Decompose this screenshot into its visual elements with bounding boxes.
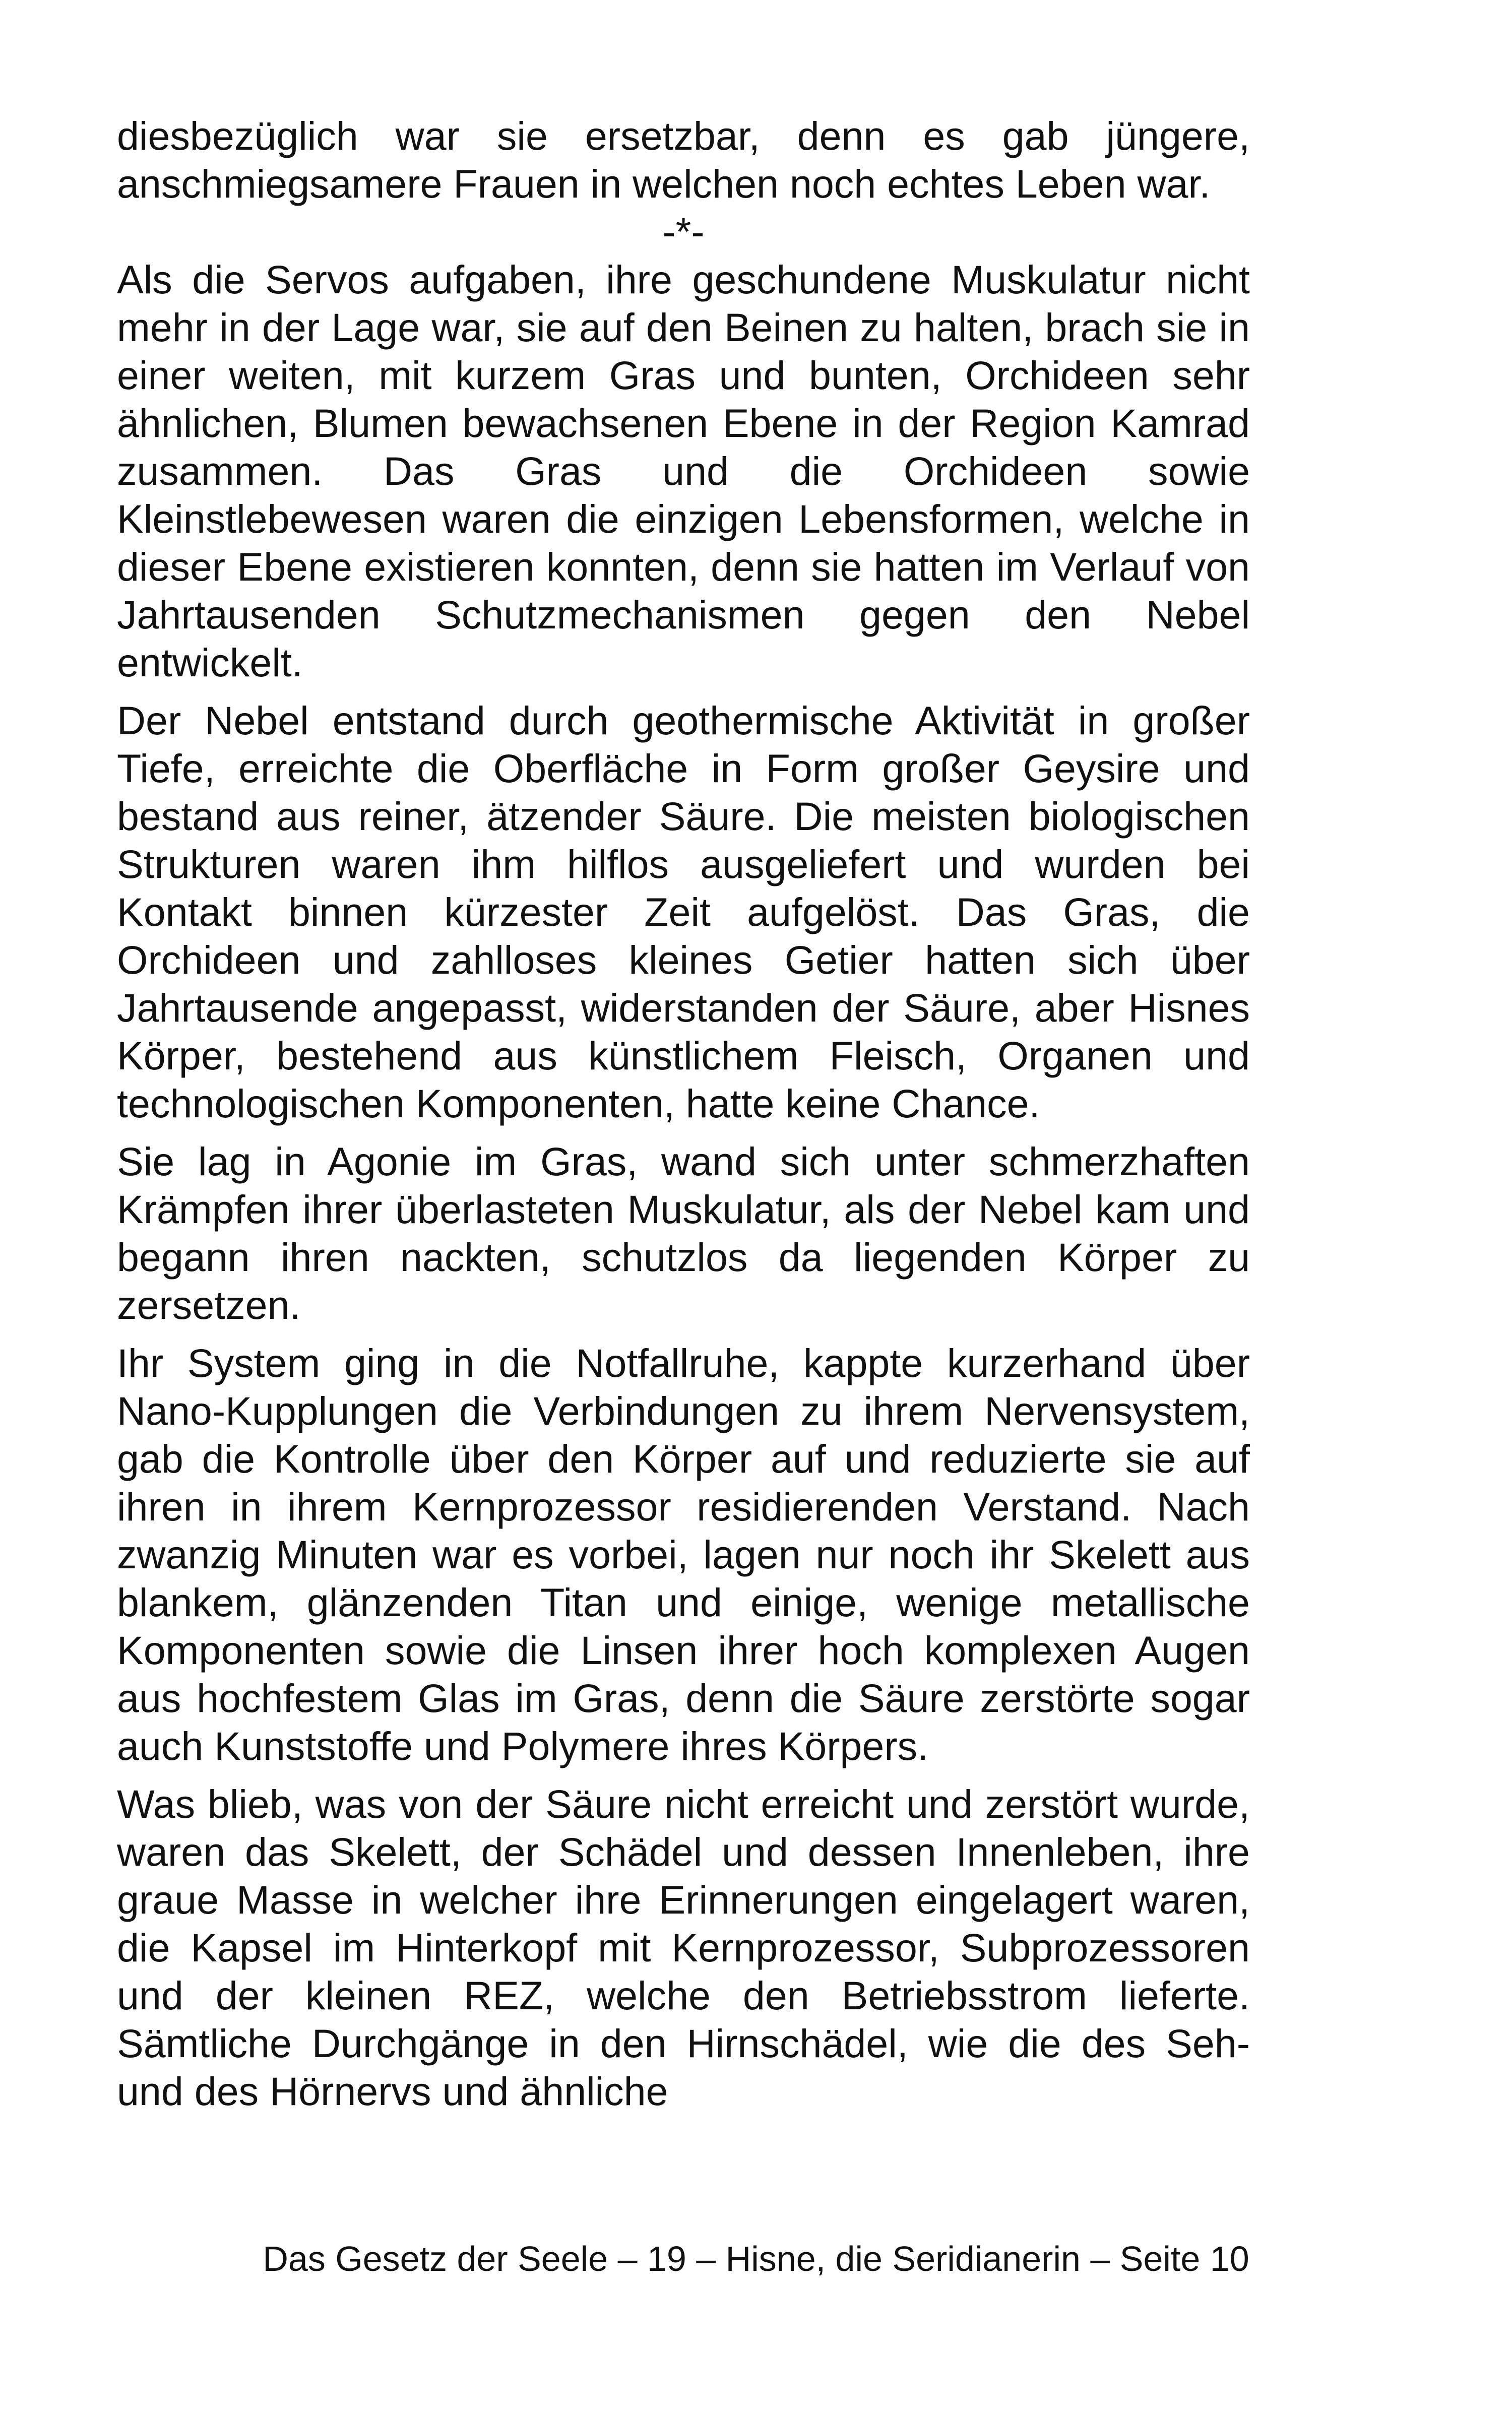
paragraph: Ihr System ging in die Notfallruhe, kappte kurzerhand über Nano-Kupplungen die Verbindungen zu ihrem Nervensystem, gab die Kontrolle über den Körper auf und reduzierte sie auf ihren in ihrem Kernprozessor residierenden Verstand. Nach zwanzig Minuten war es vorbei, lagen nur noch ihr Skelett aus blankem, glänzenden Titan und einige, wenige metallische Komponenten sowie die Linsen ihrer hoch komplexen Augen aus hochfestem Glas im Gras, denn die Säure zerstörte sogar auch Kunststoffe und Polymere ihres Körpers.	[117, 1341, 1250, 1768]
paragraph: diesbezüglich war sie ersetzbar, denn es gab jüngere, anschmiegsamere Frauen in welchen noch echtes Leben war.	[117, 113, 1250, 206]
section-separator: -*-	[662, 209, 705, 254]
page-body	[117, 112, 1250, 2125]
paragraph: Sie lag in Agonie im Gras, wand sich unter schmerzhaften Krämpfen ihrer überlasteten Muskulatur, als der Nebel kam und begann ihren nackten, schutzlos da liegenden Körper zu zersetzen.	[117, 1139, 1250, 1327]
paragraph: Was blieb, was von der Säure nicht erreicht und zerstört wurde, waren das Skelett, der Schädel und dessen Innenleben, ihre graue Masse in welcher ihre Erinnerungen eingelagert waren, die Kapsel im Hinterkopf mit Kernprozessor, Subprozessoren und der kleinen REZ, welche den Betriebsstrom lieferte. Sämtliche Durchgänge in den Hirnschädel, wie die des Seh- und des Hörnervs und ähnliche	[117, 1782, 1250, 2114]
paragraph: Als die Servos aufgaben, ihre geschundene Muskulatur nicht mehr in der Lage war, sie auf den Beinen zu halten, brach sie in einer weiten, mit kurzem Gras und bunten, Orchideen sehr ähnlichen, Blumen bewachsenen Ebene in der Region Kamrad zusammen. Das Gras und die Orchideen sowie Kleinstlebewesen waren die einzigen Lebensformen, welche in dieser Ebene existieren konnten, denn sie hatten im Verlauf von Jahrtausenden Schutzmechanismen gegen den Nebel entwickelt.	[117, 257, 1250, 685]
page-footer: Das Gesetz der Seele – 19 – Hisne, die Seridianerin – Seite 10	[263, 2239, 1249, 2278]
paragraph: Der Nebel entstand durch geothermische Aktivität in großer Tiefe, erreichte die Oberfläche in Form großer Geysire und bestand aus reiner, ätzender Säure. Die meisten biologischen Strukturen waren ihm hilflos ausgeliefert und wurden bei Kontakt binnen kürzester Zeit aufgelöst. Das Gras, die Orchideen und zahlloses kleines Getier hatten sich über Jahrtausende angepasst, widerstanden der Säure, aber Hisnes Körper, bestehend aus künstlichem Fleisch, Organen und technologischen Komponenten, hatte keine Chance.	[117, 698, 1250, 1126]
